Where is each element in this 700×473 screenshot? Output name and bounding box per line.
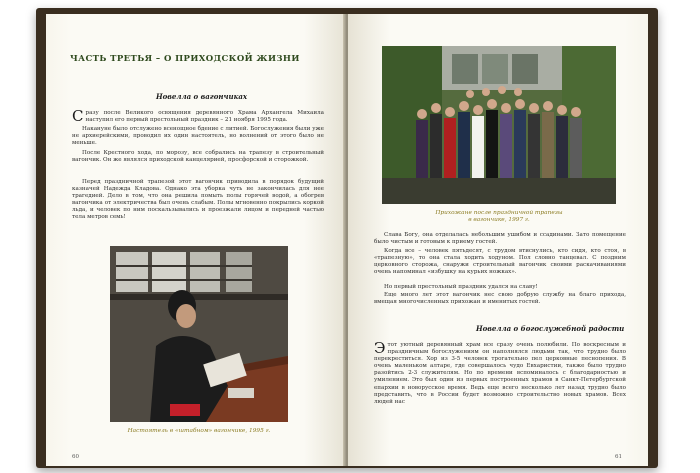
photo-caption-line-2: в вагончике, 1997 г. (468, 217, 530, 223)
dropcap: Э (374, 339, 386, 357)
photo-caption: Настоятель в «штабном» вагончике, 1995 г. (127, 428, 271, 434)
section-title: Новелла о вагончиках (156, 92, 248, 101)
paragraph-2: Когда все – человек пятьдесят, с трудом втиснулись, кто сидя, кто стоя, в «трапезную», то она стала ходить ходуном. Пол словно танцевал. С поздним церковного сторожа, снаружи строительный вагончик своими раскачиваниями очень напоминал «избушку на курьих ножках». (374, 248, 626, 276)
paragraph-4: Еще много лет этот вагончик нес свою добрую службу на благо прихода, вмещая многочисленных прихожан и именитых гостей. (374, 292, 626, 306)
photo-priest-in-trailer (110, 246, 288, 422)
dropcap: С (72, 107, 84, 125)
section-title: Новелла о богослужебной радости (476, 324, 625, 333)
paragraph-3: Но первый престольный праздник удался на славу! (384, 284, 538, 290)
paragraph-1: Сразу после Великого освящения деревянного Храма Архангела Михаила наступил его первый престольный праздник – 21 ноября 1995 года. (72, 107, 324, 125)
open-book (36, 8, 658, 468)
photo-illustration (110, 246, 288, 422)
photo-caption (388, 210, 610, 224)
right-page (348, 14, 648, 466)
paragraph-4: Перед праздничной трапезой этот вагончик приводила в порядок будущий казначей Надежда Кладова. Однако эта уборка чуть не закончилась для нее трагедией. Дело в том, что она решила помыть полы горячей водой, а обогрев вагончика от электричества был очень слабым. Полы мгновенно покрылись коркой льда, и человек по ним поскальзывались и проезжали лицом и передней частью тела метров семь! (72, 179, 324, 221)
paragraph-3: После Крестного хода, по морозу, все собрались на трапезу в строительный вагончик. Он же являлся приходской канцелярией, просфорской и сторожкой. (72, 150, 324, 164)
paragraph-1: Слава Богу, она отделалась небольшим ушибом и ссадинами. Зато помещение было чистым и готовым к приему гостей. (374, 232, 626, 246)
photo-caption-line-1: Прихожане после праздничной трапезы (435, 210, 563, 216)
chapter-title: ЧАСТЬ ТРЕТЬЯ – О ПРИХОДСКОЙ ЖИЗНИ (70, 54, 300, 64)
page-number: 60 (72, 454, 79, 460)
paragraph-5: Этот уютный деревянный храм все сразу очень полюбили. По воскресным и праздничным богослужениям он наполнялся людьми так, что трудно было перекреститься. Хор из 3-5 человек трогательно пел церковные песнопения. В очень маленьком алтаре, где совершалось чудо Евхаристии, также было трудно разойтись 2-3 служителям. Но по времени вспоминалось с благодарностью и умилением. Это был один из первых построенных храмов в Санкт-Петербургской епархии в новорусское время. Ведь еще всего несколько лет назад трудно было представить, что в России будет возможно строительство новых храмов. Всех людей нас (374, 339, 626, 405)
left-page (46, 14, 346, 466)
paragraph-2: Накануне было отслужено всенощное бдение с литией. Богослужения были уже не архиерейскими, проводил их один настоятель, но волнений от этого было не меньше. (72, 126, 324, 147)
page-number: 61 (615, 454, 622, 460)
photo-parishioners-group (382, 46, 616, 204)
group-photo-illustration (382, 46, 616, 204)
